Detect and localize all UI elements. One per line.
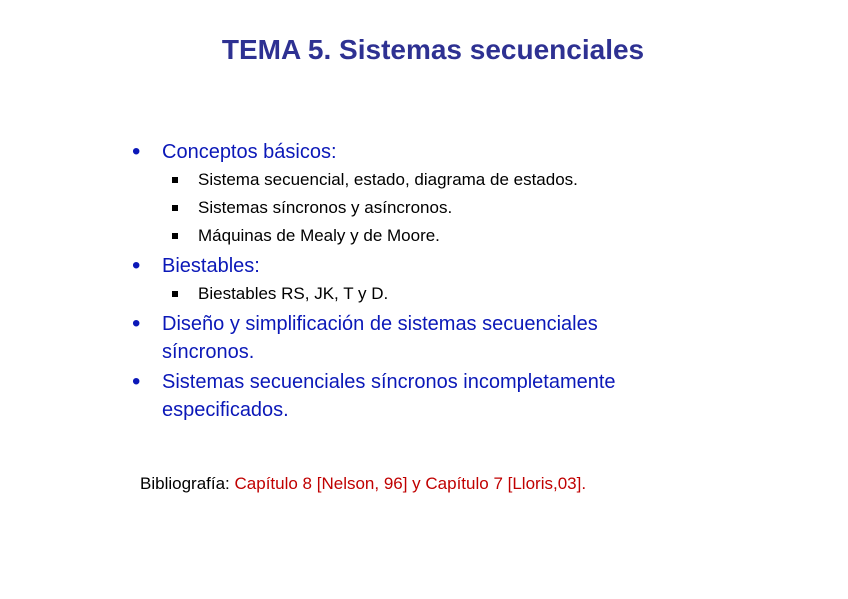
- topic-text-line: síncronos.: [162, 341, 255, 363]
- topic-item: [132, 252, 832, 280]
- bibliography-reference: Capítulo 8 [Nelson, 96] y Capítulo 7 [Lloris,03].: [234, 474, 587, 493]
- bullet-icon: •: [132, 252, 141, 279]
- topic-text: Conceptos básicos:: [162, 141, 337, 163]
- bibliography-label: Bibliografía:: [140, 474, 230, 493]
- subtopic-item: [132, 222, 832, 250]
- square-bullet-icon: [172, 291, 178, 297]
- subtopic-item: [132, 280, 832, 308]
- topic-item: [132, 138, 832, 166]
- subtopic-item: [132, 166, 832, 194]
- bullet-icon: •: [132, 310, 141, 337]
- topic-item: [132, 368, 832, 424]
- subtopic-item: [132, 194, 832, 222]
- topic-list: [132, 138, 832, 424]
- square-bullet-icon: [172, 233, 178, 239]
- topic-item: [132, 310, 832, 366]
- topic-text-line: Diseño y simplificación de sistemas secuenciales: [162, 313, 598, 335]
- bullet-icon: •: [132, 368, 141, 395]
- topic-text-line: Sistemas secuenciales síncronos incompletamente: [162, 371, 616, 393]
- subtopic-text: Biestables RS, JK, T y D.: [198, 284, 389, 303]
- slide-title: TEMA 5. Sistemas secuenciales: [221, 34, 645, 65]
- topic-text: Biestables:: [162, 255, 260, 277]
- subtopic-text: Sistemas síncronos y asíncronos.: [198, 198, 453, 217]
- subtopic-text: Máquinas de Mealy y de Moore.: [198, 226, 440, 245]
- bibliography: [140, 474, 586, 494]
- bullet-icon: •: [132, 138, 141, 165]
- square-bullet-icon: [172, 205, 178, 211]
- subtopic-text: Sistema secuencial, estado, diagrama de estados.: [198, 170, 578, 189]
- topic-text-line: especificados.: [162, 399, 289, 421]
- square-bullet-icon: [172, 177, 178, 183]
